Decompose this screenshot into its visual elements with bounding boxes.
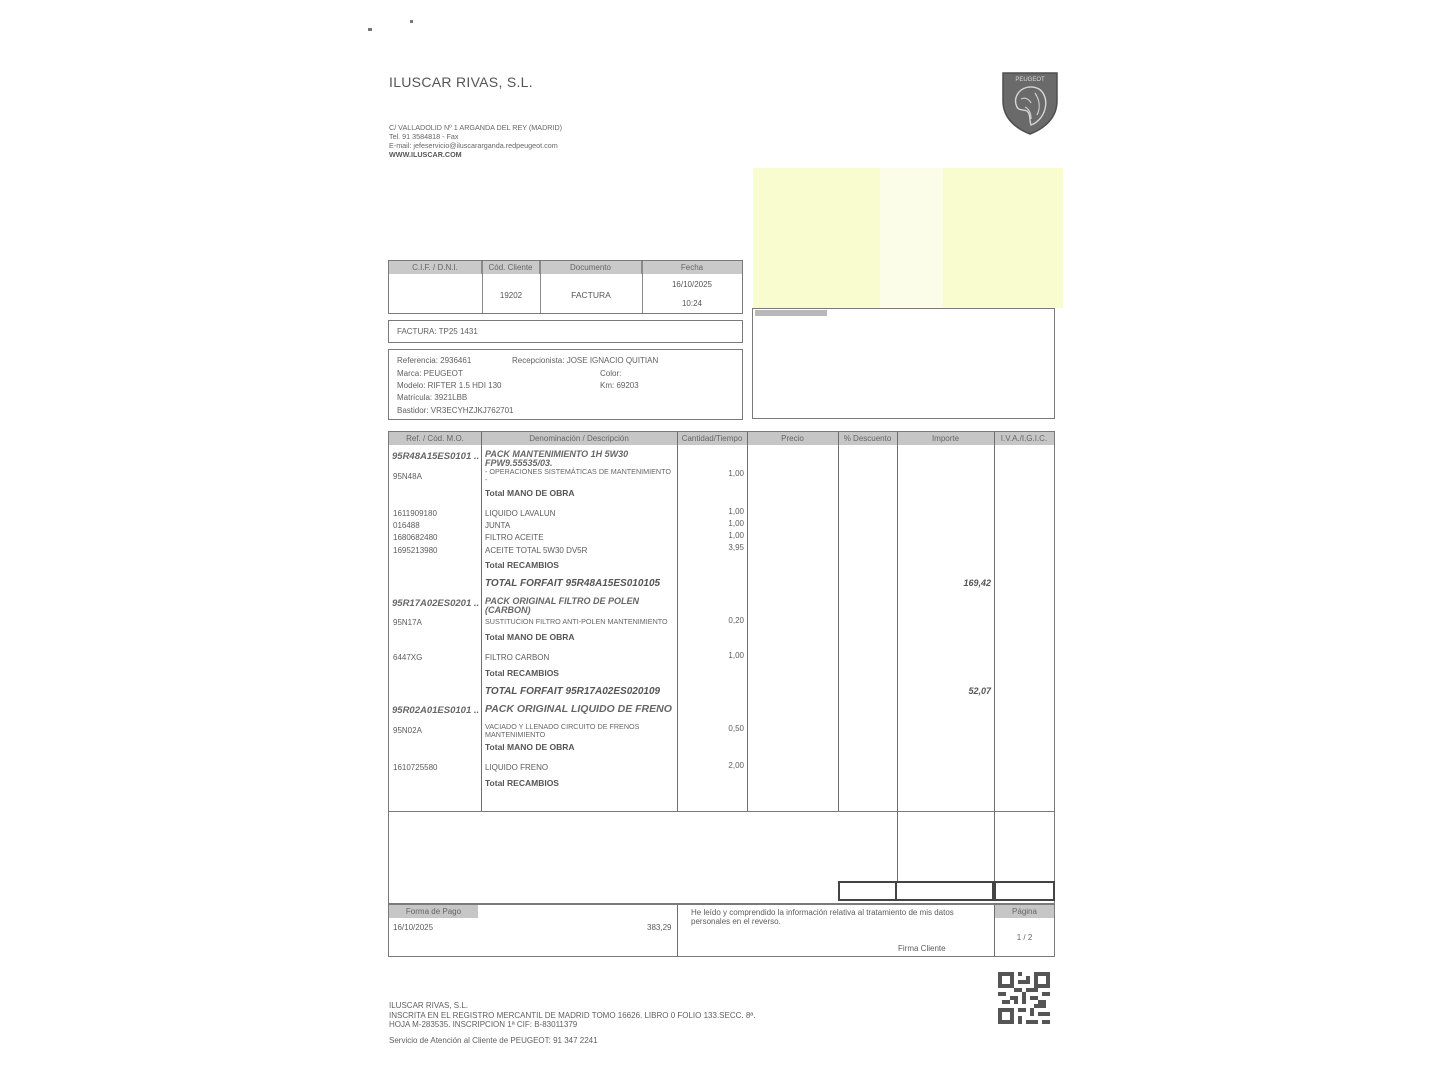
footer-registry: INSCRITA EN EL REGISTRO MERCANTIL DE MADRID TOMO 16626. LIBRO 0 FOLIO 133.SECC. 8ª.: [389, 1011, 756, 1020]
labor-ref: 95N02A: [393, 726, 422, 735]
part-qty: 3,95: [728, 543, 744, 552]
footer-registry-2: HOJA M-283535. INSCRIPCION 1ª CIF: B-83011379: [389, 1020, 578, 1029]
privacy-text: He leído y comprendido la información relativa al tratamiento de mis datos: [691, 908, 954, 917]
parts-total-label: Total RECAMBIOS: [485, 778, 559, 788]
part-desc: JUNTA: [485, 521, 511, 530]
part-desc: LIQUIDO FRENO: [485, 763, 549, 772]
document-header-box: [388, 260, 743, 314]
customer-address-box: [752, 308, 1055, 419]
client-code-value: 19202: [499, 291, 523, 300]
labor-desc: SUSTITUCION FILTRO ANTI-POLEN MANTENIMIENTO: [485, 617, 668, 626]
vehicle-km: Km: 69203: [600, 381, 639, 390]
footer-company: ILUSCAR RIVAS, S.L.: [389, 1001, 468, 1010]
labor-qty: 0,50: [728, 724, 744, 733]
pack-ref: 95R48A15ES0101 ..: [392, 451, 480, 462]
company-phone: Tel. 91 3584818 - Fax: [389, 132, 459, 141]
parts-total-label: Total RECAMBIOS: [485, 560, 559, 570]
part-qty: 1,00: [728, 519, 744, 528]
privacy-text-2: personales en el reverso.: [691, 917, 781, 926]
labor-desc-2: MANTENIMIENTO: [485, 730, 546, 739]
vehicle-color: Color:: [600, 369, 622, 378]
vehicle-referencia: Referencia: 2936461: [397, 356, 472, 365]
labor-desc-2: -: [485, 475, 488, 484]
part-ref: 6447XG: [393, 653, 423, 662]
pack-ref: 95R02A01ES0101 ..: [392, 705, 480, 716]
vehicle-marca: Marca: PEUGEOT: [397, 369, 463, 378]
col-price: Precio: [747, 432, 838, 445]
scan-speck: [410, 20, 413, 23]
redacted-text: [755, 310, 827, 316]
date-value: 16/10/2025: [671, 280, 713, 289]
labor-qty: 0,20: [728, 616, 744, 625]
pack-title: PACK MANTENIMIENTO 1H 5W30: [485, 449, 629, 459]
redacted-highlight: [753, 168, 1063, 308]
part-ref: 1610725580: [393, 763, 438, 772]
part-ref: 1611909180: [393, 509, 437, 518]
part-desc: LIQUIDO LAVALUN: [485, 509, 556, 518]
vehicle-modelo: Modelo: RIFTER 1.5 HDI 130: [397, 381, 502, 390]
company-address: C/ VALLADOLID Nº 1 ARGANDA DEL REY (MADRID): [389, 123, 563, 132]
parts-total-label: Total RECAMBIOS: [485, 668, 559, 678]
payment-total: 383,29: [647, 923, 672, 932]
part-qty: 1,00: [728, 531, 744, 540]
forfait-total: TOTAL FORFAIT 95R17A02ES020109: [485, 686, 661, 697]
peugeot-lion-shield-icon: [1001, 71, 1059, 135]
vehicle-matricula: Matrícula: 3921LBB: [397, 393, 468, 402]
pack-title: PACK ORIGINAL LIQUIDO DE FRENO: [485, 703, 672, 715]
labor-desc: - OPERACIONES SISTEMÁTICAS DE MANTENIMIENTO: [485, 467, 671, 476]
pack-title: PACK ORIGINAL FILTRO DE POLEN: [485, 596, 640, 606]
company-email: E-mail: jefeservicio@iluscararganda.redpeugeot.com: [389, 141, 558, 150]
forfait-amount: 52,07: [968, 686, 991, 696]
forfait-amount: 169,42: [963, 578, 991, 588]
labor-total-label: Total MANO DE OBRA: [485, 742, 575, 752]
vehicle-bastidor: Bastidor: VR3ECYHZJKJ762701: [397, 406, 514, 415]
vehicle-recepcionista: Recepcionista: JOSE IGNACIO QUITIAN: [512, 356, 659, 365]
col-quantity: Cantidad/Tiempo: [677, 432, 747, 445]
header-date: Fecha: [642, 261, 742, 274]
col-description: Denominación / Descripción: [481, 432, 677, 445]
svg-text:PEUGEOT: PEUGEOT: [1015, 77, 1045, 83]
scan-speck: [368, 28, 372, 31]
labor-ref: 95N48A: [393, 472, 422, 481]
part-desc: FILTRO CARBON: [485, 653, 550, 662]
part-desc: FILTRO ACEITE: [485, 533, 544, 542]
forfait-total: TOTAL FORFAIT 95R48A15ES010105: [485, 578, 661, 589]
col-amount: Importe: [897, 432, 994, 445]
footer-customer-service: Servicio de Atención al Cliente de PEUGEOT: 91 347 2241: [389, 1036, 598, 1045]
header-cif: C.I.F. / D.N.I.: [389, 261, 482, 274]
qr-code-icon: [998, 972, 1050, 1024]
company-name: ILUSCAR RIVAS, S.L.: [389, 74, 533, 90]
total-box-amount: [897, 881, 994, 901]
part-qty: 2,00: [728, 761, 744, 770]
part-qty: 1,00: [728, 507, 744, 516]
pack-subtitle: (CARBON): [485, 605, 531, 615]
col-vat: I.V.A./I.G.I.C.: [994, 432, 1054, 445]
header-client-code: Cód. Cliente: [482, 261, 540, 274]
pack-subtitle: FPW9.55535/03.: [485, 458, 553, 468]
items-table: [388, 431, 1055, 812]
signature-label: Firma Cliente: [898, 944, 946, 953]
payment-date: 16/10/2025: [393, 923, 434, 932]
totals-area: [388, 811, 1055, 904]
part-ref: 1680682480: [393, 533, 438, 542]
document-type-value: FACTURA: [571, 290, 611, 300]
invoice-number: FACTURA: TP25 1431: [397, 327, 478, 336]
total-box-vat: [994, 881, 1055, 901]
time-value: 10:24: [681, 299, 703, 308]
header-document: Documento: [540, 261, 642, 274]
labor-ref: 95N17A: [393, 618, 422, 627]
company-website: WWW.ILUSCAR.COM: [389, 150, 462, 159]
part-desc: ACEITE TOTAL 5W30 DV5R: [485, 546, 588, 555]
payment-method-label: Forma de Pago: [389, 905, 478, 918]
labor-total-label: Total MANO DE OBRA: [485, 488, 575, 498]
col-discount: % Descuento: [838, 432, 897, 445]
labor-desc: VACIADO Y LLENADO CIRCUITO DE FRENOS: [485, 722, 640, 731]
part-ref: 1695213980: [393, 546, 438, 555]
part-ref: 016488: [393, 521, 420, 530]
col-ref: Ref. / Cód. M.O.: [389, 432, 481, 445]
payment-section: [388, 904, 1055, 957]
page-number: 1 / 2: [1016, 933, 1033, 942]
labor-qty: 1,00: [728, 469, 744, 478]
vehicle-info-box: [388, 349, 743, 420]
part-qty: 1,00: [728, 651, 744, 660]
labor-total-label: Total MANO DE OBRA: [485, 632, 575, 642]
pack-ref: 95R17A02ES0201 ..: [392, 598, 480, 609]
page-label: Página: [995, 905, 1054, 918]
invoice-number-box: [388, 320, 743, 343]
total-box-base: [838, 881, 897, 901]
